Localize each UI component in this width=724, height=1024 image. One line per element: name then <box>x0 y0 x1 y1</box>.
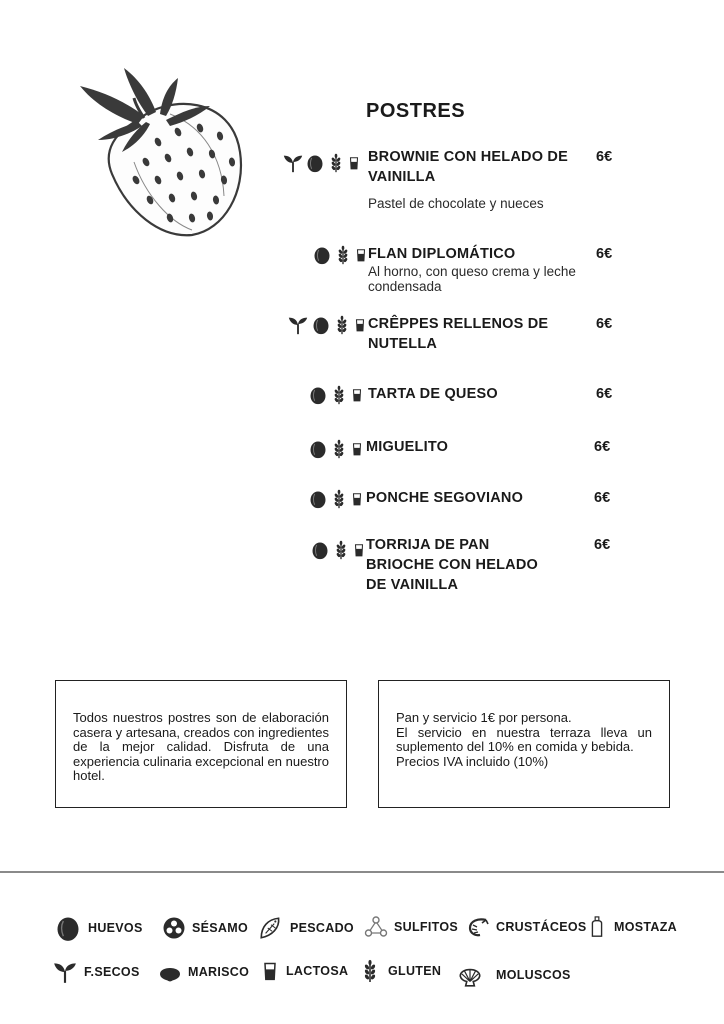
legend-label: SÉSAMO <box>192 921 248 935</box>
dish-description: Pastel de chocolate y nueces <box>368 196 544 211</box>
nut-icon <box>286 314 310 336</box>
dish-price: 6€ <box>594 490 611 506</box>
allergen-icons <box>312 244 368 266</box>
dish-price: 6€ <box>596 316 613 332</box>
mustard-icon <box>586 910 608 944</box>
egg-icon <box>308 488 328 510</box>
egg-icon <box>312 244 332 266</box>
wheat-icon <box>329 384 349 406</box>
legend-label: F.SECOS <box>84 965 140 979</box>
legend-huevos <box>54 914 143 942</box>
sesame-icon <box>162 916 186 940</box>
milk-icon <box>350 488 364 510</box>
info-box-desserts <box>55 680 347 808</box>
wheat-icon <box>358 956 382 986</box>
egg-icon <box>308 384 328 406</box>
legend-gluten <box>358 956 441 986</box>
egg-icon <box>311 314 331 336</box>
wheat-icon <box>329 488 349 510</box>
legend-label: HUEVOS <box>88 921 143 935</box>
dish-price: 6€ <box>594 537 611 553</box>
dish-price: 6€ <box>594 439 611 455</box>
dish-name: FLAN DIPLOMÁTICO <box>368 246 516 262</box>
allergen-icons <box>308 384 364 406</box>
scallop-icon <box>456 962 484 988</box>
wheat-icon <box>332 314 352 336</box>
legend-label: PESCADO <box>290 921 354 935</box>
legend-pescado <box>258 914 354 942</box>
menu-section-title: POSTRES <box>366 100 466 122</box>
info-text: Pan y servicio 1€ por persona. <box>396 710 572 725</box>
milk-icon <box>347 152 361 174</box>
milk-icon <box>350 384 364 406</box>
dish-name: CRÊPPES RELLENOS DE NUTELLA <box>368 316 549 352</box>
legend-label: MARISCO <box>188 965 250 979</box>
legend-mostaza <box>586 910 677 944</box>
allergen-icons <box>310 539 366 561</box>
dish-name: BROWNIE CON HELADO DE VAINILLA <box>368 149 568 185</box>
nut-icon <box>282 152 304 174</box>
info-text: Todos nuestros postres son de elaboración casera y artesana, creados con ingredientes de la mejor calidad. Disfruta de una experiencia culinaria excepcional en nuestro hotel. <box>73 710 329 783</box>
dish-description: Al horno, con queso crema y leche condensada <box>368 264 576 294</box>
dish-price: 6€ <box>596 149 613 165</box>
milk-icon <box>350 438 364 460</box>
legend-lactosa <box>260 956 348 986</box>
allergen-icons <box>308 488 364 510</box>
legend-moluscos <box>456 962 571 988</box>
fish-icon <box>258 914 284 942</box>
legend-label: LACTOSA <box>286 964 349 978</box>
wheat-icon <box>326 152 346 174</box>
legend-sulfitos <box>364 914 458 940</box>
egg-icon <box>54 914 82 942</box>
allergen-icons <box>308 438 364 460</box>
legend-crustaceos <box>466 914 587 940</box>
legend-sesamo <box>162 916 248 940</box>
egg-icon <box>305 152 325 174</box>
dish-price: 6€ <box>596 246 613 262</box>
nut-icon <box>52 959 78 985</box>
wheat-icon <box>331 539 351 561</box>
milk-icon <box>352 539 366 561</box>
info-text: El servicio en nuestra terraza lleva un suplemento del 10% en comida y bebida. <box>396 724 652 754</box>
milk-icon <box>353 314 367 336</box>
milk-icon <box>260 956 280 986</box>
dish-name: TORRIJA DE PAN BRIOCHE CON HELADO DE VAINILLA <box>366 537 538 593</box>
legend-label: SULFITOS <box>394 920 458 934</box>
legend-fsecos <box>52 959 140 985</box>
legend-label: GLUTEN <box>388 964 442 978</box>
allergen-icons <box>286 314 367 336</box>
strawberry-illustration <box>74 66 252 238</box>
allergen-icons <box>282 152 361 174</box>
wheat-icon <box>329 438 349 460</box>
legend-label: CRUSTÁCEOS <box>496 920 587 934</box>
crab-icon <box>466 914 490 940</box>
info-box-service <box>378 680 670 808</box>
dish-name: PONCHE SEGOVIANO <box>366 490 524 506</box>
dish-name: TARTA DE QUESO <box>368 386 498 402</box>
milk-icon <box>354 244 368 266</box>
wheat-icon <box>333 244 353 266</box>
legend-label: MOLUSCOS <box>496 968 571 982</box>
divider <box>0 871 724 873</box>
legend-label: MOSTAZA <box>614 920 677 934</box>
sulfite-icon <box>364 914 388 940</box>
legend-marisco <box>158 960 249 984</box>
dish-price: 6€ <box>596 386 613 402</box>
egg-icon <box>310 539 330 561</box>
shellfish-icon <box>158 960 182 984</box>
dish-name: MIGUELITO <box>366 439 449 455</box>
info-text: Precios IVA incluido (10%) <box>396 753 549 769</box>
egg-icon <box>308 438 328 460</box>
